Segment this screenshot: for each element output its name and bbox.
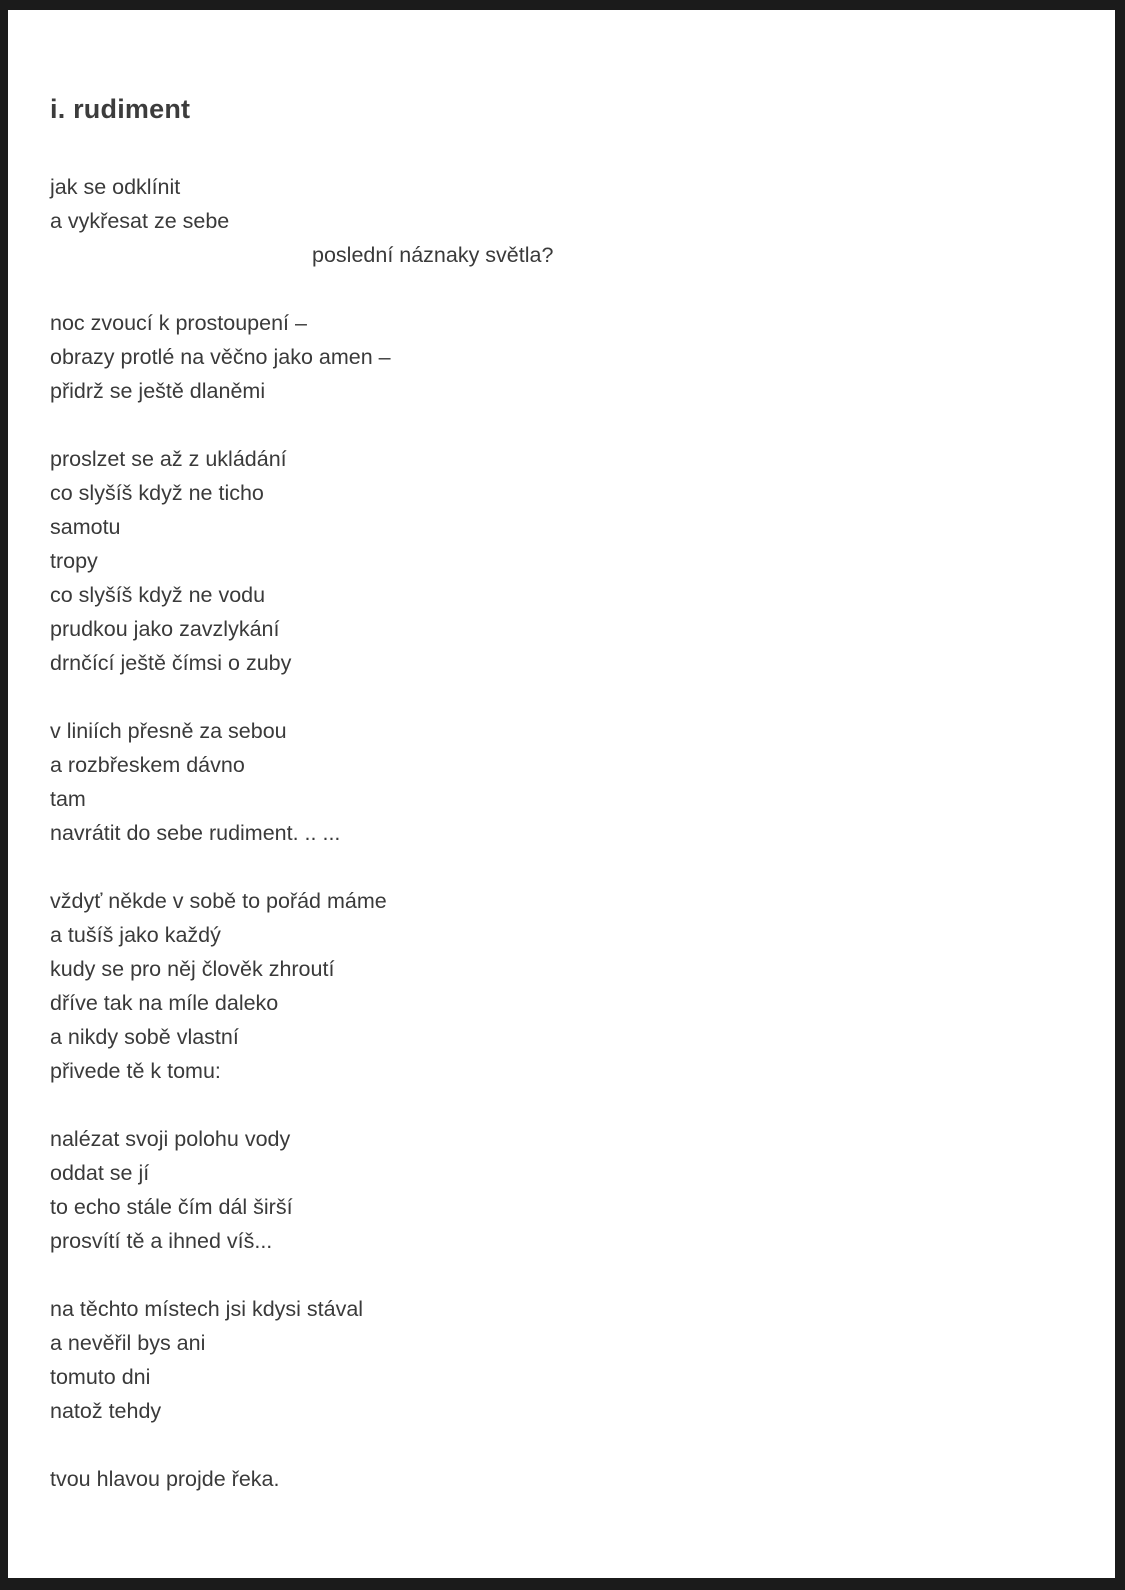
- poem-body: [50, 170, 1050, 1530]
- poem-line: a nikdy sobě vlastní: [50, 1025, 239, 1049]
- poem-line: tomuto dni: [50, 1365, 151, 1389]
- poem-line: přidrž se ještě dlaněmi: [50, 379, 266, 403]
- poem-line: prudkou jako zavzlykání: [50, 617, 280, 641]
- poem-line: a nevěřil bys ani: [50, 1331, 206, 1355]
- poem-line: a rozbřeskem dávno: [50, 753, 245, 777]
- poem-title: i. rudiment: [50, 94, 191, 124]
- stanza-7: [50, 1292, 1050, 1428]
- poem-line: kudy se pro něj člověk zhroutí: [50, 957, 335, 981]
- poem-line: navrátit do sebe rudiment. .. ...: [50, 821, 341, 845]
- stanza-1: [50, 170, 1050, 272]
- poem-line: tropy: [50, 549, 98, 573]
- poem-line: vždyť někde v sobě to pořád máme: [50, 889, 387, 913]
- poem-line: proslzet se až z ukládání: [50, 447, 287, 471]
- document-page: [8, 10, 1115, 1578]
- poem-line: v liniích přesně za sebou: [50, 719, 287, 743]
- stanza-6: [50, 1122, 1050, 1258]
- poem-line: co slyšíš když ne ticho: [50, 481, 264, 505]
- poem-line: obrazy protlé na věčno jako amen –: [50, 345, 391, 369]
- poem-line-indented: poslední náznaky světla?: [312, 243, 554, 267]
- poem-line: přivede tě k tomu:: [50, 1059, 221, 1083]
- stanza-8: [50, 1462, 1050, 1496]
- stanza-3: [50, 442, 1050, 680]
- poem-line: dříve tak na míle daleko: [50, 991, 279, 1015]
- poem-line: natož tehdy: [50, 1399, 162, 1423]
- poem-line: to echo stále čím dál širší: [50, 1195, 293, 1219]
- poem-line: a tušíš jako každý: [50, 923, 221, 947]
- poem-line: tam: [50, 787, 86, 811]
- poem-line: nalézat svoji polohu vody: [50, 1127, 291, 1151]
- poem-line: a vykřesat ze sebe: [50, 209, 230, 233]
- poem-line: co slyšíš když ne vodu: [50, 583, 266, 607]
- stanza-5: [50, 884, 1050, 1088]
- poem-line: samotu: [50, 515, 121, 539]
- poem-line: prosvítí tě a ihned víš...: [50, 1229, 273, 1253]
- poem-line: jak se odklínit: [50, 175, 181, 199]
- poem-line: na těchto místech jsi kdysi stával: [50, 1297, 364, 1321]
- stanza-4: [50, 714, 1050, 850]
- poem-line: oddat se jí: [50, 1161, 150, 1185]
- poem-line: tvou hlavou projde řeka.: [50, 1467, 280, 1491]
- poem-line: drnčící ještě čímsi o zuby: [50, 651, 292, 675]
- stanza-2: [50, 306, 1050, 408]
- poem-line: noc zvoucí k prostoupení –: [50, 311, 307, 335]
